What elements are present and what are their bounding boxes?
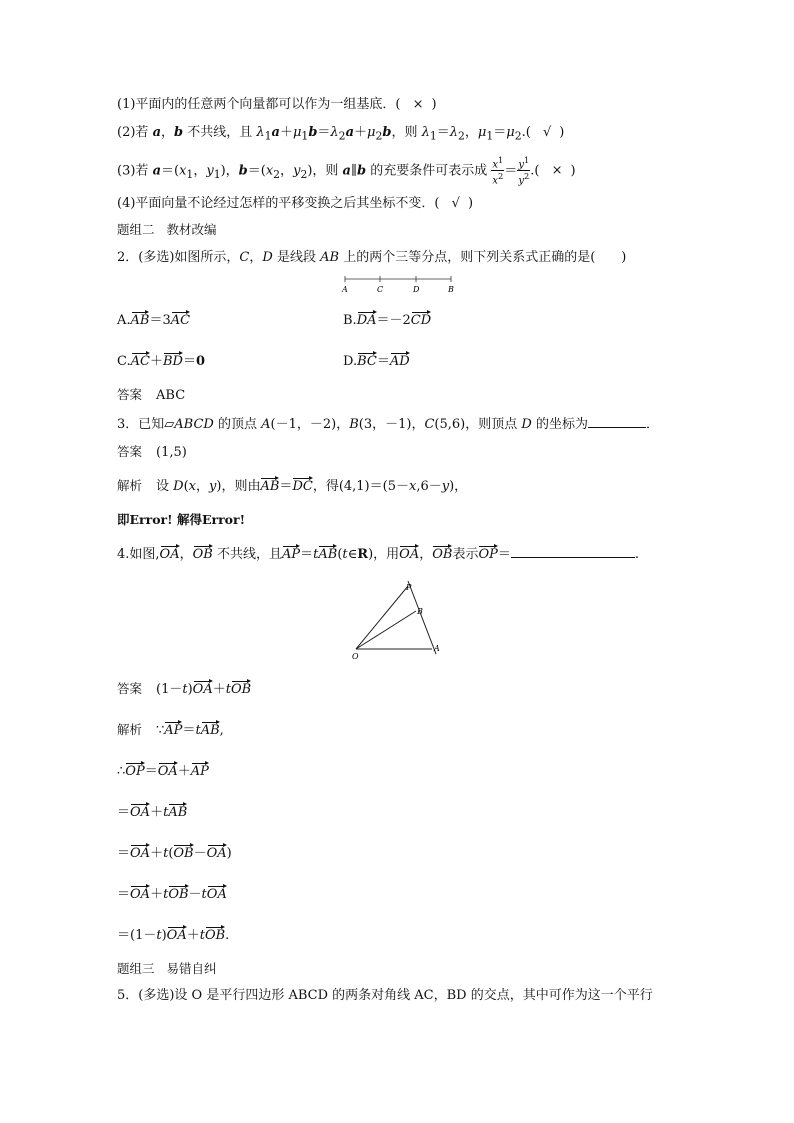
answer-label: 答案 (117, 444, 143, 459)
problem-3-error-line: 即Error! 解得Error! (117, 512, 246, 527)
group-2-title: 教材改编 (166, 222, 217, 237)
problem-4-blank (511, 545, 635, 558)
line-p-a (408, 581, 436, 654)
problem-4-text-d: 表示 (452, 547, 479, 562)
option-c: C.AC＋BD＝0 (117, 351, 205, 371)
option-d: D.BC＝AD (343, 351, 410, 371)
group-3-label: 题组三 (117, 961, 155, 976)
problem-4-stem: 4.如图,OA，OB 不共线，且AP＝tAB(t∈R)，用OA，OB表示OP＝ . (117, 544, 639, 564)
judge-item-4-mark: √ (451, 196, 460, 211)
line-o-b (356, 611, 416, 649)
group-3-heading (117, 960, 217, 978)
judge-item-3-prefix: (3)若 (117, 163, 149, 179)
problem-2-text-a: 2．(多选)如图所示， (117, 250, 240, 265)
line-o-p (356, 586, 408, 649)
problem-4-text-a: 4.如图, (117, 547, 160, 562)
problem-4-solution-3: ＝OA＋tAB (117, 802, 187, 822)
problem-3-text-a: 3．已知▱ (117, 417, 175, 432)
option-a: A.AB＝3AC (117, 310, 190, 330)
judge-item-2-prefix: (2)若 (117, 125, 149, 140)
group-3-title: 易错自纠 (166, 961, 217, 976)
segment-diagram (336, 274, 462, 296)
problem-3-answer (117, 443, 187, 462)
segment-label-d: D (413, 285, 420, 294)
answer-value: (1,5) (156, 445, 187, 460)
problem-5-stem: 5．(多选)设 O 是平行四边形 ABCD 的两条对角线 AC，BD 的交点，其中可作为这一个平行 (117, 988, 653, 1003)
answer-label: 答案 (117, 681, 143, 696)
problem-4-solution-2: ∴OP＝OA＋AP (117, 761, 209, 781)
label-p: P (406, 583, 412, 592)
problem-3-stem: 3．已知▱ABCD 的顶点 A(－1，－2)，B(3，－1)，C(5,6)，则顶点 D 的坐标为 ． (117, 417, 660, 432)
judge-item-4-text: (4)平面向量不论经过怎样的平移变换之后其坐标不变．( (117, 196, 440, 211)
option-b: B.DA＝－2CD (343, 310, 431, 330)
problem-3-solution: 解析 设 D(x，y)，则由AB＝DC，得(4,1)＝(5－x,6－y)， (117, 478, 468, 494)
problem-4-answer: 答案 (1－t)OA＋tOB (117, 681, 252, 697)
fraction-x: $\frac{x^1}{x^2}$ (492, 155, 504, 187)
judge-item-2-mark: √ (542, 125, 552, 140)
judge-item-3: (3)若 $a=(x_1$，$y_1$)，$b=(x_2$，$y_2$)，则 a∥b 的充要条件可表示成 $\frac{x^1}{x^2}$ ＝ $\frac{y^1}{y^2}$ .( × ) (117, 155, 576, 187)
solution-label: 解析 (117, 478, 143, 493)
problem-2-text-c: 上的两个三等分点，则下列关系式正确的是( ) (343, 250, 627, 265)
problem-3-text-c: ，则顶点 (465, 417, 518, 432)
problem-4-solution-1: 解析 ∵AP＝tAB, (117, 722, 224, 738)
answer-label: 答案 (117, 387, 143, 402)
triangle-diagram (348, 578, 448, 662)
problem-3-text-b: 的顶点 (217, 417, 257, 432)
segment-label-c: C (377, 285, 384, 294)
judge-item-3-mark: × (551, 163, 563, 179)
segment-label-a: A (342, 285, 348, 294)
segment-label-b: B (448, 285, 454, 294)
judge-item-4: (4)平面向量不论经过怎样的平移变换之后其坐标不变．( √ ) (117, 196, 474, 211)
label-o: O (352, 652, 359, 661)
fraction-y: $\frac{y^1}{y^2}$ (518, 155, 530, 187)
judge-item-1-text: (1)平面内的任意两个向量都可以作为一组基底．( (117, 97, 401, 112)
answer-value: ABC (156, 388, 186, 403)
judge-item-2: (2)若 a，b 不共线，且 $\lambda_1a+\mu_1b=\lambda_2a+\mu_2b$，则 $\lambda_1=\lambda_2$，$\mu_1=\mu_2$.( √ ) (117, 125, 565, 143)
group-2-label: 题组二 (117, 222, 155, 237)
group-2-heading (117, 221, 217, 239)
problem-4-solution-6: ＝(1－t)OA＋tOB. (117, 925, 229, 945)
problem-2-text-b: 是线段 (276, 250, 316, 265)
problem-2-stem: 2．(多选)如图所示，C，D 是线段 AB 上的两个三等分点，则下列关系式正确的是( ) (117, 250, 627, 265)
problem-4-text-b: 不共线，且 (216, 547, 282, 562)
problem-3-text-d: 的坐标为 (535, 417, 588, 432)
problem-4-text-c: ，用 (373, 547, 400, 562)
problem-3-blank (588, 415, 646, 428)
label-b: B (417, 607, 423, 616)
problem-4-solution-4: ＝OA＋t(OB－OA) (117, 843, 232, 863)
label-a: A (434, 644, 440, 653)
problem-4-solution-5: ＝OA＋tOB－tOA (117, 884, 227, 904)
solution-label: 解析 (117, 722, 143, 737)
judge-item-1: (1)平面内的任意两个向量都可以作为一组基底．( × ) (117, 97, 437, 112)
problem-2-answer (117, 386, 185, 405)
judge-item-1-mark: × (412, 97, 424, 112)
